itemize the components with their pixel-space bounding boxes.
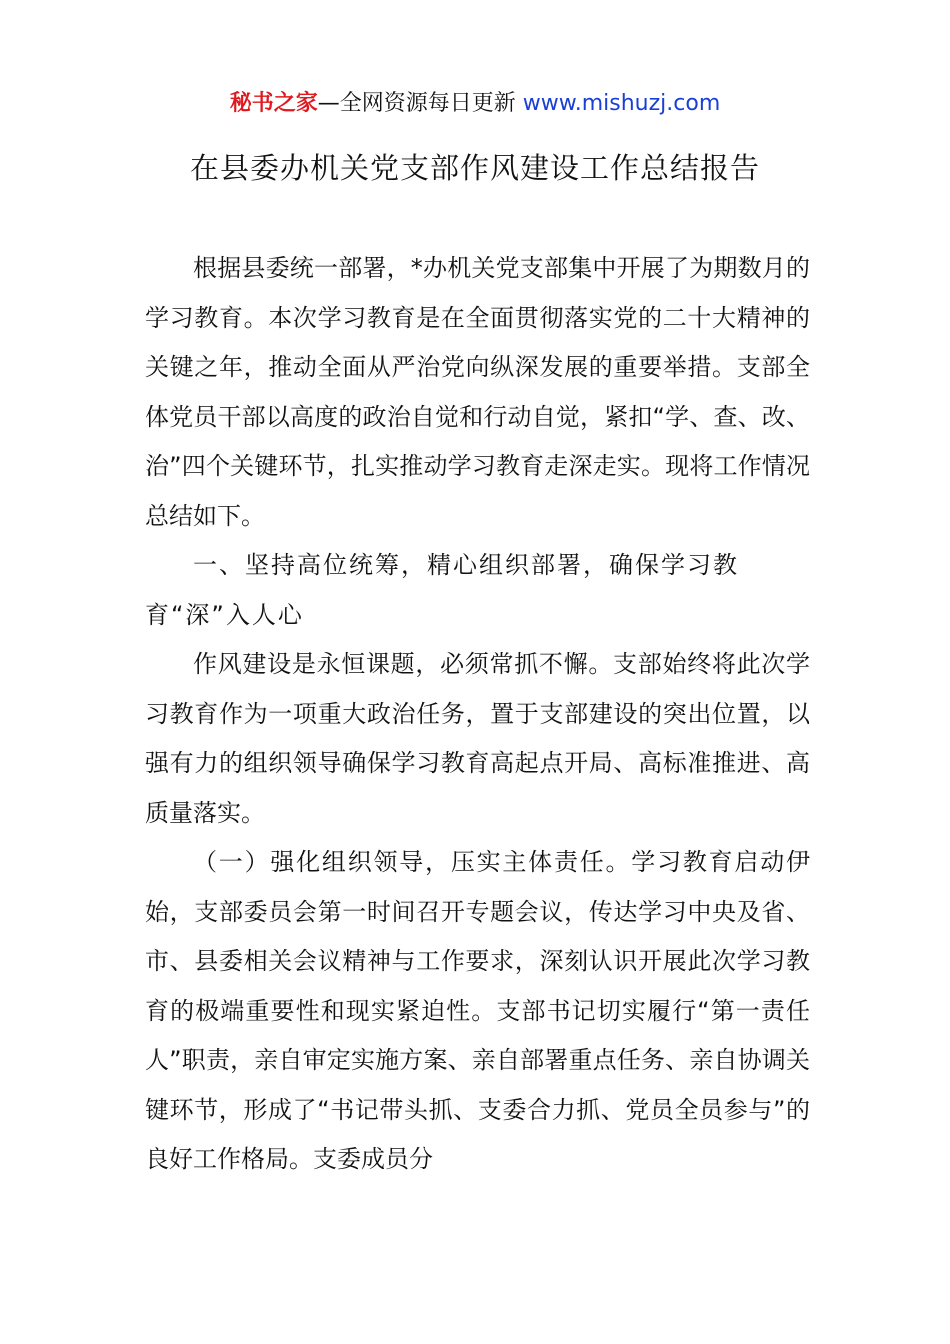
site-url-link[interactable]: www.mishuzj.com	[522, 91, 721, 116]
paragraph-intro: 根据县委统一部署，*办机关党支部集中开展了为期数月的学习教育。本次学习教育是在全面贯彻落实党的二十大精神的关键之年，推动全面从严治党向纵深发展的重要举措。支部全体党员干部以高度的政治自觉和行动自觉，紧扣“学、查、改、治”四个关键环节，扎实推动学习教育走深走实。现将工作情况总结如下。	[145, 254, 810, 530]
paragraph-section-1-intro: 作风建设是永恒课题，必须常抓不懈。支部始终将此次学习教育作为一项重大政治任务，置于支部建设的突出位置，以强有力的组织领导确保学习教育高起点开局、高标准推进、高质量落实。	[145, 650, 810, 827]
site-tagline: —全网资源每日更新	[317, 91, 523, 116]
document-title: 在县委办机关党支部作风建设工作总结报告	[189, 151, 760, 185]
site-header	[0, 88, 950, 120]
section-heading-1: 一、坚持高位统筹，精心组织部署，确保学习教育“深”入人心	[145, 551, 739, 629]
document-body	[145, 244, 810, 1185]
site-brand: 秘书之家	[229, 91, 318, 116]
paragraph-subsection-1: （一）强化组织领导，压实主体责任。学习教育启动伊始，支部委员会第一时间召开专题会议，传达学习中央及省、市、县委相关会议精神与工作要求，深刻认识开展此次学习教育的极端重要性和现实紧迫性。支部书记切实履行“第一责任人”职责，亲自审定实施方案、亲自部署重点任务、亲自协调关键环节，形成了“书记带头抓、支委合力抓、党员全员参与”的良好工作格局。支委成员分	[145, 848, 810, 1173]
